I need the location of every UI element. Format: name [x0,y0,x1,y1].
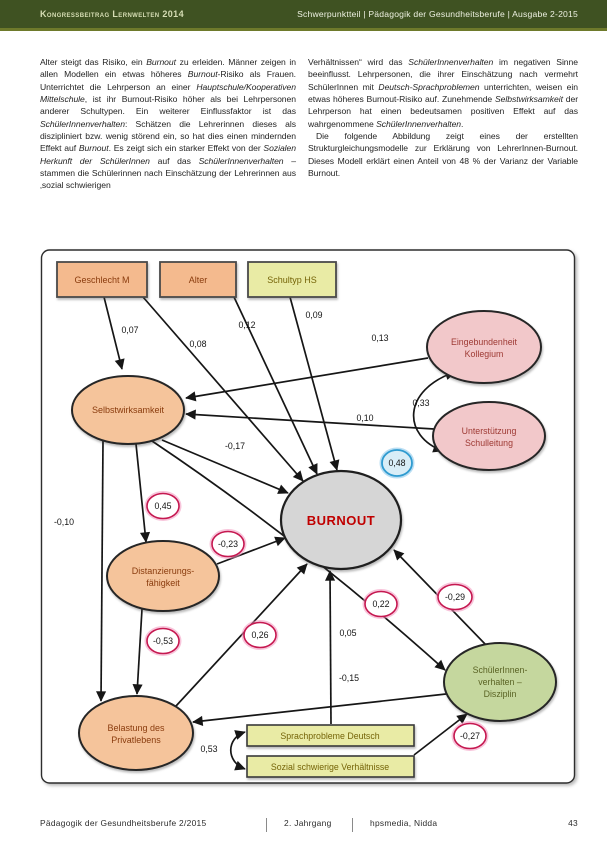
footer-page-number: 43 [568,818,578,828]
coef-sprachprobleme-sozial: 0,53 [200,744,218,754]
coef-circle-selbstwirksamkeit-schuelerverhalten [365,592,397,617]
node-burnout [281,471,401,569]
node-schultyp-hs-label: Schultyp HS [267,275,317,285]
header-issue-info: Schwerpunktteil | Pädagogik der Gesundheitsberufe | Ausgabe 2-2015 [297,9,578,19]
coef-circle-distanzierung-burnout [212,532,244,557]
coef-circle-distanzierung-belastung [147,629,179,654]
node-schuelerverhalten-label: Disziplin [483,689,517,699]
node-sprachprobleme-deutsch [247,725,414,746]
footer-volume: 2. Jahrgang [284,818,332,828]
node-eingebundenheit-label: Kollegium [464,349,504,359]
node-schuelerverhalten-label: SchülerInnen- [472,665,528,675]
node-burnout-label: BURNOUT [306,513,376,528]
coef-geschlecht-selbstwirksamkeit: 0,07 [121,325,139,335]
node-schultyp-hs [248,262,336,297]
node-belastung-privatleben [79,696,193,770]
page-footer [0,816,607,834]
article-column-left [40,56,296,192]
coef-schuelerverhalten-belastung: -0,15 [338,673,360,683]
coef-schultyp-burnout: 0,09 [305,310,323,320]
coef-unterstuetzung-selbstwirksamkeit: 0,10 [356,413,374,423]
node-schuelerverhalten-disziplin [444,643,556,721]
header-series-title: Kongressbeitrag Lernwelten 2014 [40,9,184,19]
node-distanzierung-label: Distanzierungs- [131,566,195,576]
coef-eingebundenheit-unterstuetzung: 0,33 [412,398,430,408]
node-geschlecht-m [57,262,147,297]
coef-circle-belastung-burnout [244,623,276,648]
coef-burnout-r2: 0,48 [388,458,406,468]
node-unterstuetzung-label: Schulleitung [465,438,513,448]
node-eingebundenheit-kollegium [427,311,541,383]
node-alter [160,262,236,297]
paragraph: Verhältnissen“ wird das SchülerInnenverhalten im negativen Sinne beeinflusst. Lehrpersonen, die ihrer Einschätzung nach vermehrt SchülerInnen mit Deutsch-Sprachproblemen unterrichten, weisen ein etwas höheres Burnout-Risiko auf. Zunehmende Selbstwirksamkeit der Lehrperson hat einen bedeutsamen positiven Effekt auf das wahrgenommene SchülerInnenverhalten. [308,57,579,129]
coef-sozial-schuelerverhalten: -0,27 [459,731,481,741]
footer-separator [352,818,353,832]
node-sozial-label: Sozial schwierige Verhältnisse [270,762,390,772]
article-column-right [308,56,578,179]
coef-schuelerverhalten-burnout: -0,29 [444,592,466,602]
coef-geschlecht-burnout: 0,08 [189,339,207,349]
node-alter-label: Alter [188,275,208,285]
node-unterstuetzung-schulleitung [433,402,545,470]
coef-selbstwirksamkeit-burnout: -0,17 [224,441,246,451]
footer-journal: Pädagogik der Gesundheitsberufe 2/2015 [40,818,207,828]
node-unterstuetzung-label: Unterstützung [461,426,517,436]
paragraph: Die folgende Abbildung zeigt eines der erstellten Strukturgleichungsmodelle zur Erklärung von LehrerInnen-Burnout. Dieses Modell erklärt einen Anteil von 48 % der Varianz der Variable Burnout. [308,131,578,179]
coef-circle-burnout-r2 [382,450,412,476]
footer-separator [266,818,267,832]
coef-distanzierung-belastung: -0,53 [152,636,174,646]
node-distanzierung-label: fähigkeit [146,578,180,588]
node-selbstwirksamkeit-label: Selbstwirksamkeit [91,405,165,415]
node-sozial-schwierige-verhaeltnisse [247,756,414,777]
node-distanzierung-shape [107,541,219,611]
node-belastung-shape [79,696,193,770]
sem-path-diagram [36,246,580,792]
coef-distanzierung-burnout: -0,23 [217,539,239,549]
coef-sprachprobleme-burnout: 0,05 [339,628,357,638]
node-sprachprobleme-label: Sprachprobleme Deutsch [280,731,380,741]
node-eingebundenheit-shape [427,311,541,383]
node-unterstuetzung-shape [433,402,545,470]
footer-publisher: hpsmedia, Nidda [370,818,438,828]
node-schuelerverhalten-label: verhalten – [478,677,522,687]
coef-alter-burnout: 0,12 [238,320,256,330]
coef-selbstwirksamkeit-distanzierung: 0,45 [154,501,172,511]
node-distanzierungsfaehigkeit [107,541,219,611]
coef-circle-selbstwirksamkeit-distanzierung [147,494,179,519]
node-eingebundenheit-label: Eingebundenheit [450,337,518,347]
node-belastung-label: Privatlebens [111,735,161,745]
page-header [0,0,607,31]
coef-selbstwirksamkeit-belastung: -0,10 [53,517,75,527]
coef-circle-schuelerverhalten-burnout [438,585,472,610]
coef-eingebundenheit-selbstwirksamkeit: 0,13 [371,333,389,343]
coef-circle-sozial-schuelerverhalten [454,724,486,749]
paragraph: Alter steigt das Risiko, ein Burnout zu erleiden. Männer zeigen in allen Modellen ein etwas höheres Burnout-Risiko als Frauen. Unterrichtet die Lehrperson an einer Hauptschule/Kooperativen Mittelschule, ist ihr Burnout-Risiko höher als bei Lehrpersonen anderer Schultypen. Ein weiterer Einflussfaktor ist das SchülerInnenverhalten: Schätzen die Lehrerinnen dieses als diszipliniert bzw. wenig störend ein, so hat dies einen mindernden Effekt auf Burnout. Es zeigt sich ein starker Effekt von der Sozialen Herkunft der SchülerInnen auf das SchülerInnenverhalten – stammen die Schülerinnen nach Einschätzung der Lehrerinnen aus ‚sozial schwierigen [40,57,297,191]
node-selbstwirksamkeit [72,376,184,444]
coef-belastung-burnout: 0,26 [251,630,269,640]
node-geschlecht-m-label: Geschlecht M [74,275,130,285]
coef-selbstwirksamkeit-schuelerverhalten: 0,22 [372,599,390,609]
edge-sprachprobleme-burnout [330,571,331,724]
node-belastung-label: Belastung des [107,723,165,733]
